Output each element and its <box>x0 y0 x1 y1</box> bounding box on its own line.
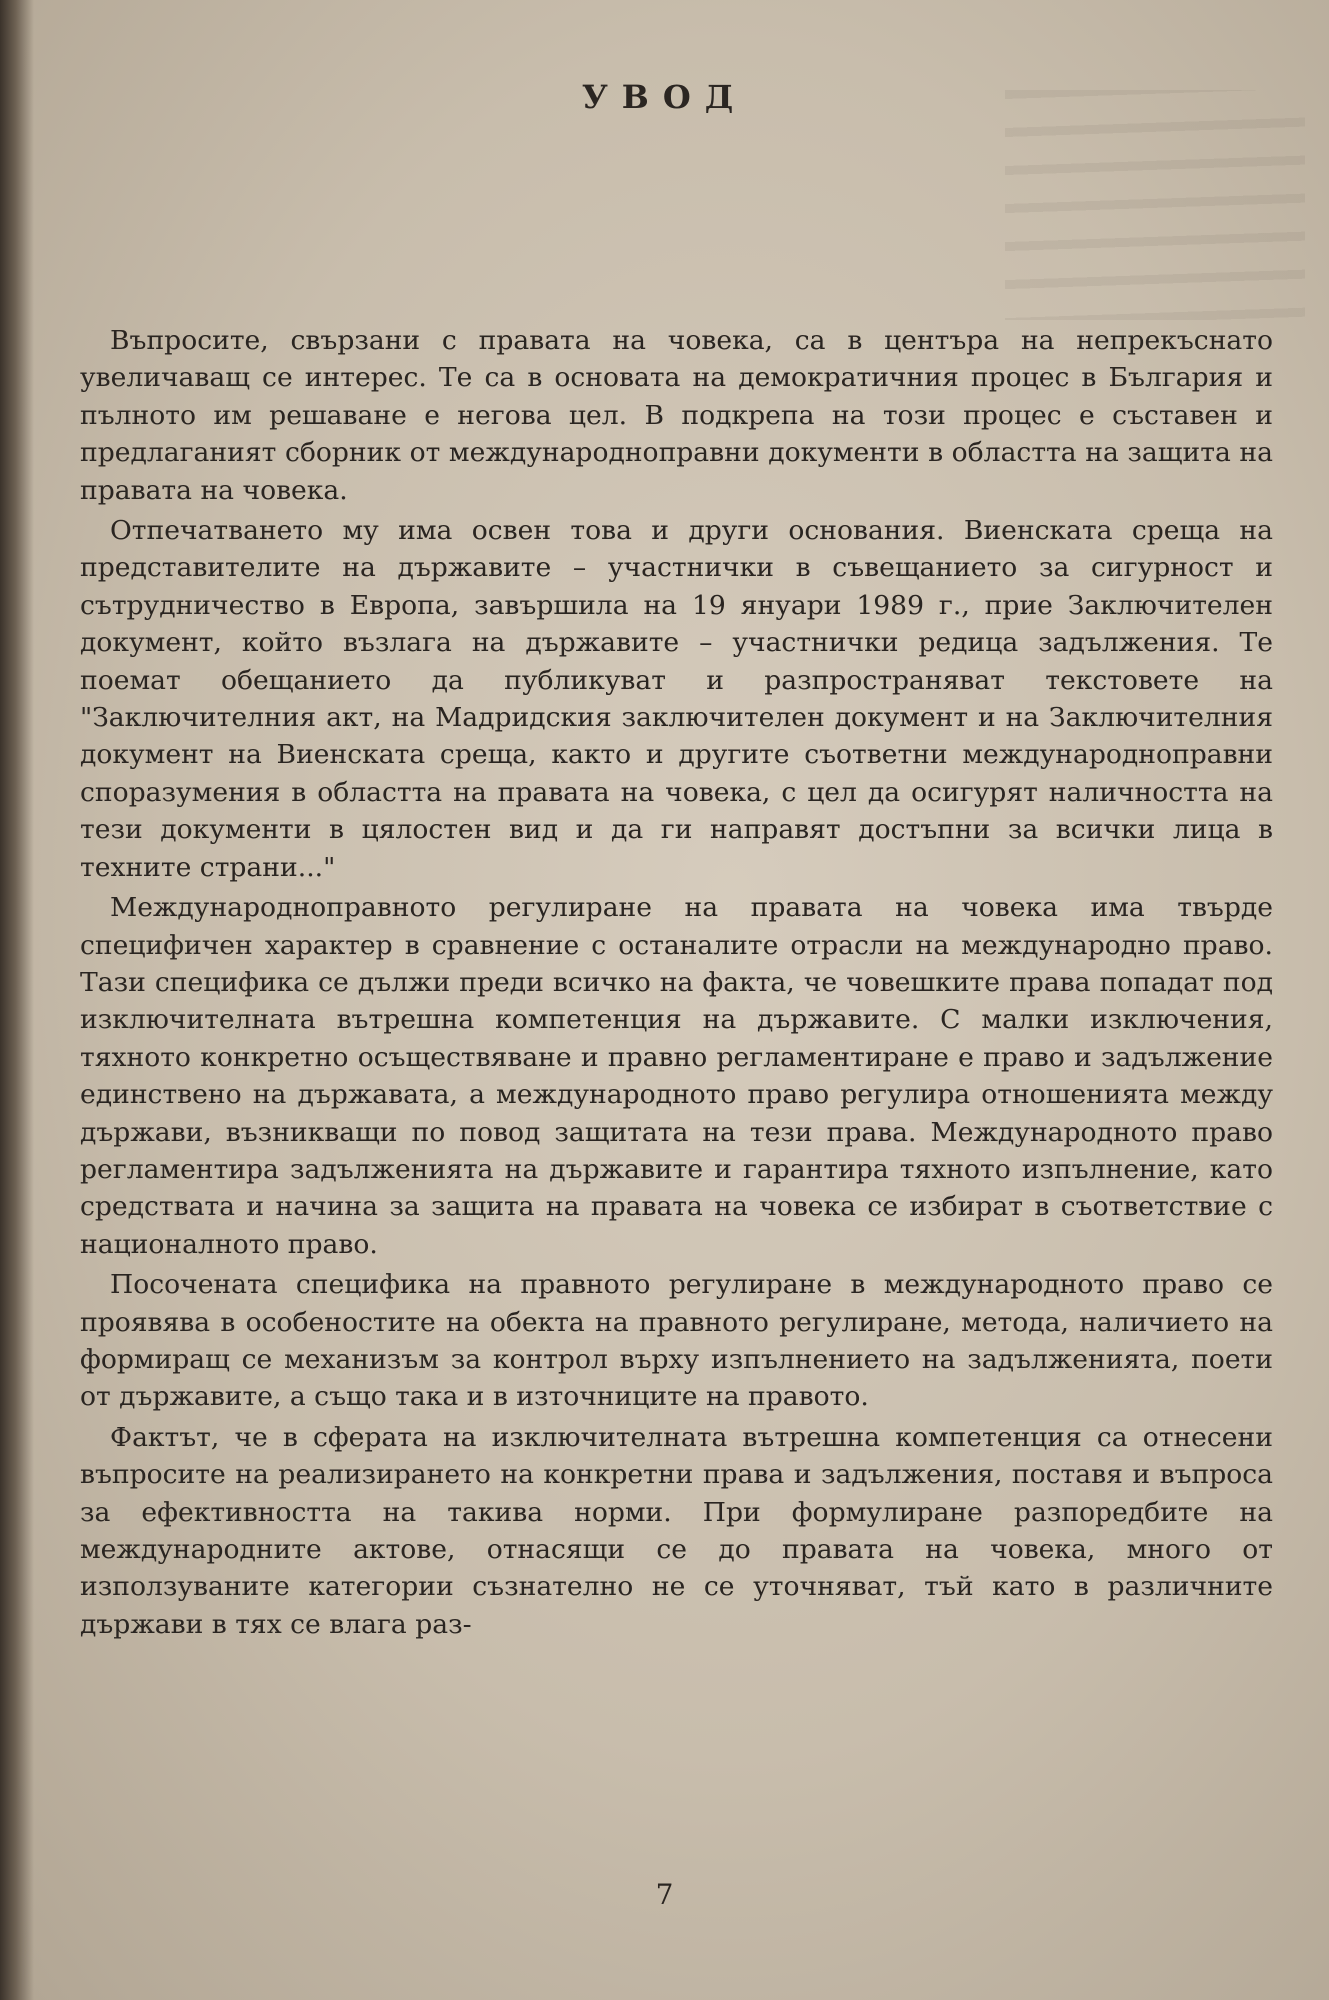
paragraph-2: Отпечатването му има освен това и други основания. Виенската среща на представителите на държавите – участнички в съвещанието за сигурност и сътрудничество в Европа, завършила на 19 януари 1989 г., прие Заключителен документ, който възлага на държавите – участнички редица задължения. Те поемат обещанието да публикуват и разпространяват текстовете на "Заключителния акт, на Мадридския заключителен документ и на Заключителния документ на Виенската среща, както и другите съответни международноправни споразумения в областта на правата на човека, с цел да осигурят наличността на тези документи в цялостен вид и да ги направят достъпни за всички лица в техните страни..." <box>80 515 1273 883</box>
show-through-text <box>1005 90 1305 320</box>
paragraph-1: Въпросите, свързани с правата на човека, са в центъра на непрекъснато увеличаващ се интерес. Те са в основата на демократичния процес в България и пълното им решаване е негова цел. В подкрепа на този процес е съставен и предлаганият сборник от международноправни документи в областта на защита на правата на човека. <box>80 325 1273 506</box>
paragraph-5: Фактът, че в сферата на изключителната вътрешна компетенция са отнесени въпросите на реализирането на конкретни права и задължения, поставя и въпроса за ефективността на такива норми. При формулиране разпоредбите на международните актове, отнасящи се до правата на човека, много от използуваните категории съзнателно не се уточняват, тъй като в различните държави в тях се влага раз- <box>80 1421 1273 1640</box>
chapter-title: УВОД <box>581 78 748 116</box>
paragraph-4: Посочената специфика на правното регулиране в международното право се проявява в особеностите на обекта на правното регулиране, метода, наличието на формиращ се механизъм за контрол върху изпълнението на задълженията, поети от държавите, а също така и в източниците на правото. <box>80 1269 1273 1413</box>
page-number: 7 <box>655 1878 674 1911</box>
paragraph-3: Международноправното регулиране на правата на човека има твърде специфичен характер в сравнение с останалите отрасли на международно право. Тази специфика се дължи преди всичко на факта, че човешките права попадат под изключителната вътрешна компетенция на държавите. С малки изключения, тяхното конкретно осъществяване и правно регламентиране е право и задължение единствено на държавата, а международното право регулира отношенията между държави, възникващи по повод защитата на тези права. Международното право регламентира задълженията на държавите и гарантира тяхното изпълнение, като средствата и начина за защита на правата на човека се избират в съответствие с националното право. <box>80 892 1273 1260</box>
binding-gutter-shadow <box>0 0 34 2000</box>
body-text <box>80 322 1273 1646</box>
